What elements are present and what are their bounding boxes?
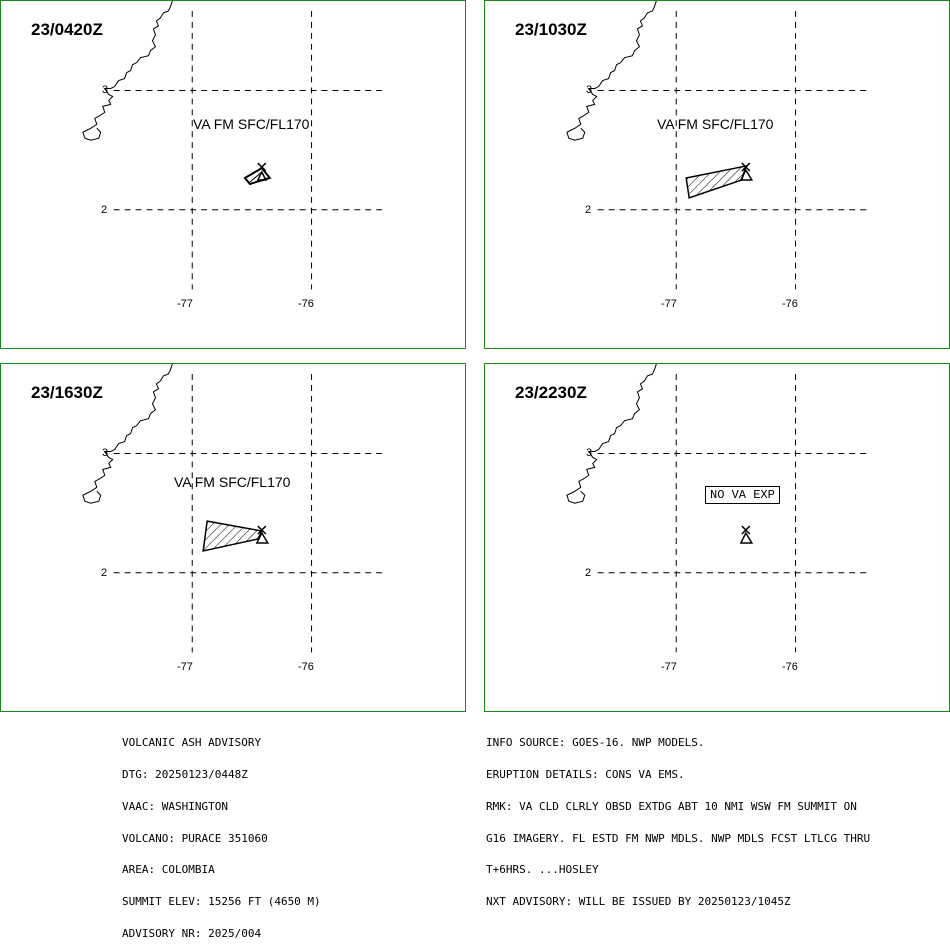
advisory-line: VOLCANIC ASH ADVISORY <box>122 736 262 750</box>
lon-label-77: -77 <box>661 661 677 673</box>
valid-time-label: 23/1030Z <box>515 20 587 39</box>
lat-label-3: 3 <box>102 447 109 459</box>
map-panel-3 <box>0 363 466 712</box>
ash-height-label: VA FM SFC/FL170 <box>657 116 774 132</box>
lon-label-76: -76 <box>298 298 314 310</box>
advisory-line: G16 IMAGERY. FL ESTD FM NWP MDLS. NWP MDLS FCST LTLCG THRU <box>486 831 871 845</box>
volcano-triangle-icon <box>741 526 752 543</box>
lat-label-3: 3 <box>586 447 593 459</box>
ash-cloud-polygon <box>203 521 262 551</box>
advisory-line: T+6HRS. ...HOSLEY <box>486 863 599 877</box>
advisory-right-block <box>486 717 870 918</box>
ash-height-label: VA FM SFC/FL170 <box>193 116 310 132</box>
lat-label-2: 2 <box>585 567 592 579</box>
advisory-line: VAAC: WASHINGTON <box>122 799 228 813</box>
advisory-left-block <box>122 717 321 950</box>
valid-time-label: 23/2230Z <box>515 383 587 402</box>
lat-label-2: 2 <box>101 204 108 216</box>
advisory-line: SUMMIT ELEV: 15256 FT (4650 M) <box>122 895 321 909</box>
advisory-line: ERUPTION DETAILS: CONS VA EMS. <box>486 767 685 781</box>
advisory-line: VOLCANO: PURACE 351060 <box>122 831 268 845</box>
map-panel-4 <box>484 363 950 712</box>
advisory-line: RMK: VA CLD CLRLY OBSD EXTDG ABT 10 NMI WSW FM SUMMIT ON <box>486 799 857 813</box>
ash-height-label: VA FM SFC/FL170 <box>174 474 291 490</box>
lon-label-77: -77 <box>177 661 193 673</box>
map-canvas-2 <box>485 1 949 348</box>
lon-label-77: -77 <box>661 298 677 310</box>
advisory-line: NXT ADVISORY: WILL BE ISSUED BY 20250123/1045Z <box>486 895 791 909</box>
lon-label-77: -77 <box>177 298 193 310</box>
advisory-line: DTG: 20250123/0448Z <box>122 767 248 781</box>
advisory-line: AREA: COLOMBIA <box>122 863 215 877</box>
map-canvas-1 <box>1 1 465 348</box>
ash-cloud-polygon <box>686 166 746 198</box>
lat-label-3: 3 <box>102 84 109 96</box>
map-canvas-4 <box>485 364 949 711</box>
advisory-line: INFO SOURCE: GOES-16. NWP MODELS. <box>486 736 705 750</box>
valid-time-label: 23/0420Z <box>31 20 103 39</box>
lat-label-2: 2 <box>101 567 108 579</box>
map-panel-2 <box>484 0 950 349</box>
lat-label-2: 2 <box>585 204 592 216</box>
no-va-expected-label: NO VA EXP <box>705 486 780 504</box>
advisory-line: ADVISORY NR: 2025/004 <box>122 926 262 940</box>
lon-label-76: -76 <box>782 661 798 673</box>
valid-time-label: 23/1630Z <box>31 383 103 402</box>
map-panel-1 <box>0 0 466 349</box>
lon-label-76: -76 <box>782 298 798 310</box>
lat-label-3: 3 <box>586 84 593 96</box>
map-canvas-3 <box>1 364 465 711</box>
lon-label-76: -76 <box>298 661 314 673</box>
